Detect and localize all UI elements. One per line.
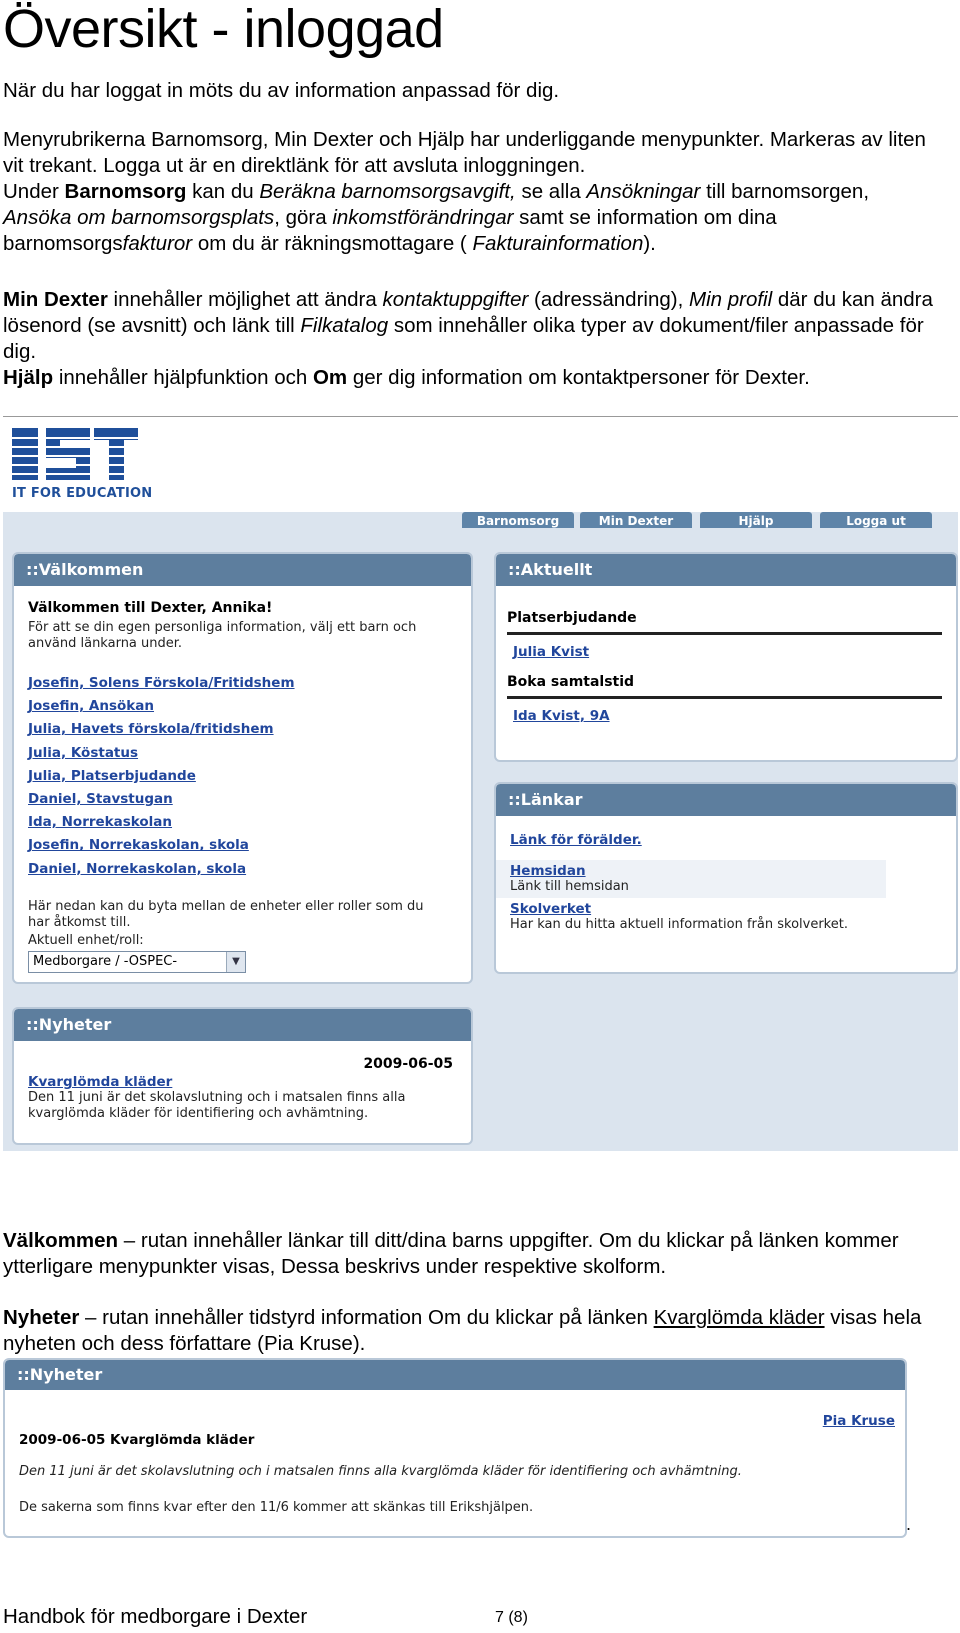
logo-subtitle: IT FOR EDUCATION [12,486,153,501]
unit-select-value: Medborgare / -OSPEC- [33,953,178,969]
child-link[interactable]: Josefin, Norrekaskolan, skola [28,837,249,854]
text: där du kan ändra lösenord (se avsnitt) och länk till [3,288,933,337]
child-link[interactable]: Josefin, Solens Förskola/Fritidshem [28,675,295,691]
text: visas hela nyheten och dess författare (Pia Kruse). [3,1306,922,1355]
term-ansokningar: Ansökningar [586,180,701,203]
aktuellt-link-ida[interactable]: Ida Kvist, 9A [513,708,610,724]
link-description: Har kan du hitta aktuell information från skolverket. [510,917,848,932]
text: om du är räkningsmottagare ( [192,232,473,255]
page-number: 7 (8) [495,1609,528,1626]
divider [507,632,942,635]
text: , göra [274,206,333,229]
link-item-hemsidan [496,860,886,898]
welcome-description: För att se din egen personliga information, välj ett barn och använd länkarna under. [28,620,417,651]
term-om: Om [312,366,348,389]
inline-link-kvarglomda[interactable]: Kvarglömda kläder [653,1306,825,1329]
page-title: Översikt - inloggad [3,0,444,59]
term-hjalp: Hjälp [3,366,54,389]
text: till barnomsorgen, [700,180,870,203]
term-fakturainformation: Fakturainformation [472,232,644,255]
barnomsorg-paragraph [3,179,938,257]
welcome-panel [12,552,473,984]
unit-select[interactable] [28,951,246,973]
trailing-dot: . [906,1514,912,1534]
child-link-list [28,672,457,881]
divider [507,696,942,699]
child-link[interactable]: Daniel, Stavstugan [28,791,173,808]
nav-tab-min-dexter[interactable]: Min Dexter [580,512,692,528]
news-text: Den 11 juni är det skolavslutning och i matsalen finns alla kvarglömda kläder för identifiering och avhämtning. [28,1090,406,1121]
intro-paragraph: När du har loggat in möts du av information anpassad för dig. [3,79,560,102]
nav-tab-logga-ut[interactable]: Logga ut [820,512,932,528]
term-mindexter: Min Dexter [3,288,108,311]
text: innehåller hjälpfunktion och [53,366,313,389]
aktuellt-heading: Platserbjudande [507,610,637,626]
aktuellt-heading: Boka samtalstid [507,674,635,690]
aktuellt-panel [494,552,958,762]
dexter-screenshot [3,416,958,1151]
news-detail-screenshot [3,1358,907,1538]
news-detail-heading: 2009-06-05 Kvarglömda kläder [19,1432,255,1448]
child-link[interactable]: Ida, Norrekaskolan [28,814,173,831]
news-link[interactable]: Kvarglömda kläder [28,1074,173,1090]
welcome-greeting: Välkommen till Dexter, Annika! [28,600,273,616]
hjalp-paragraph [3,365,938,391]
news-detail-title: ::Nyheter [5,1360,905,1390]
nav-tab-hjalp[interactable]: Hjälp [700,512,812,528]
link-hemsidan[interactable]: Hemsidan [510,863,586,879]
divider [3,416,958,417]
welcome-panel-title: ::Välkommen [14,554,471,586]
term-barnomsorg: Barnomsorg [64,180,187,203]
aktuellt-link-julia[interactable]: Julia Kvist [513,644,590,660]
link-skolverket[interactable]: Skolverket [510,901,592,917]
child-link[interactable]: Josefin, Ansökan [28,698,155,715]
child-link[interactable]: Julia, Havets förskola/fritidshem [28,721,274,738]
nyheter-panel-title: ::Nyheter [14,1009,471,1041]
nav-tab-barnomsorg[interactable]: Barnomsorg [462,512,574,528]
text: (adressändring), [528,288,689,311]
term-ansoka: Ansöka om barnomsorgsplats [3,206,275,229]
text: Under [3,180,65,203]
text: – rutan innehåller tidstyrd information Om du klickar på länken [79,1306,654,1329]
text: samt se information om dina barnomsorgs [3,206,777,255]
news-author-link[interactable]: Pia Kruse [822,1413,895,1429]
ist-logo-icon [10,424,140,484]
text: kan du [186,180,260,203]
news-detail-body2: De sakerna som finns kvar efter den 11/6 kommer att skänkas till Erikshjälpen. [19,1500,534,1515]
footer-title: Handbok för medborgare i Dexter [3,1605,308,1628]
main-nav [3,512,958,528]
child-link[interactable]: Julia, Köstatus [28,744,139,761]
nyheter-paragraph [3,1305,938,1357]
text: som innehåller olika typer av dokument/filer anpassade för dig. [3,314,924,363]
link-item-skolverket [496,898,942,936]
news-date: 2009-06-05 [363,1056,453,1072]
term-fakturor: fakturor [122,232,193,255]
term-filkatalog: Filkatalog [300,314,389,337]
text: – rutan innehåller länkar till ditt/dina barns uppgifter. Om du klickar på länken kommer ytterligare menypunkter visas, Dessa beskrivs under respektive skolform. [3,1229,899,1278]
text: se alla [515,180,587,203]
term-kontakt: kontaktuppgifter [382,288,529,311]
text: ). [643,232,656,255]
aktuellt-panel-title: ::Aktuellt [496,554,956,586]
role-description: Här nedan kan du byta mellan de enheter eller roller som du har åtkomst till. [28,898,424,930]
valkommen-paragraph [3,1228,938,1280]
term-nyheter: Nyheter [3,1306,80,1329]
link-description: Länk till hemsidan [510,879,629,894]
term-inkomst: inkomstförändringar [332,206,514,229]
nyheter-panel [12,1007,473,1145]
link-foralder[interactable]: Länk för förälder. [510,832,642,848]
news-detail-body: Den 11 juni är det skolavslutning och i matsalen finns alla kvarglömda kläder för identifiering och avhämtning. [19,1464,742,1479]
term-valkommen: Välkommen [3,1229,119,1252]
term-minprofil: Min profil [689,288,773,311]
lankar-panel-title: ::Länkar [496,784,956,816]
child-link[interactable]: Julia, Platserbjudande [28,767,196,784]
mindexter-paragraph [3,287,938,365]
ist-logo [10,424,153,514]
unit-label: Aktuell enhet/roll: [28,932,144,948]
text: ger dig information om kontaktpersoner för Dexter. [347,366,810,389]
menu-paragraph: Menyrubrikerna Barnomsorg, Min Dexter och Hjälp har underliggande menypunkter. Markeras av liten vit trekant. Logga ut är en direktlänk för att avsluta inloggningen. [3,128,926,177]
lankar-panel [494,782,958,974]
chevron-down-icon[interactable]: ▼ [226,952,245,972]
child-link[interactable]: Daniel, Norrekaskolan, skola [28,860,247,877]
term-berakna: Beräkna barnomsorgsavgift, [259,180,516,203]
text: innehåller möjlighet att ändra [107,288,383,311]
